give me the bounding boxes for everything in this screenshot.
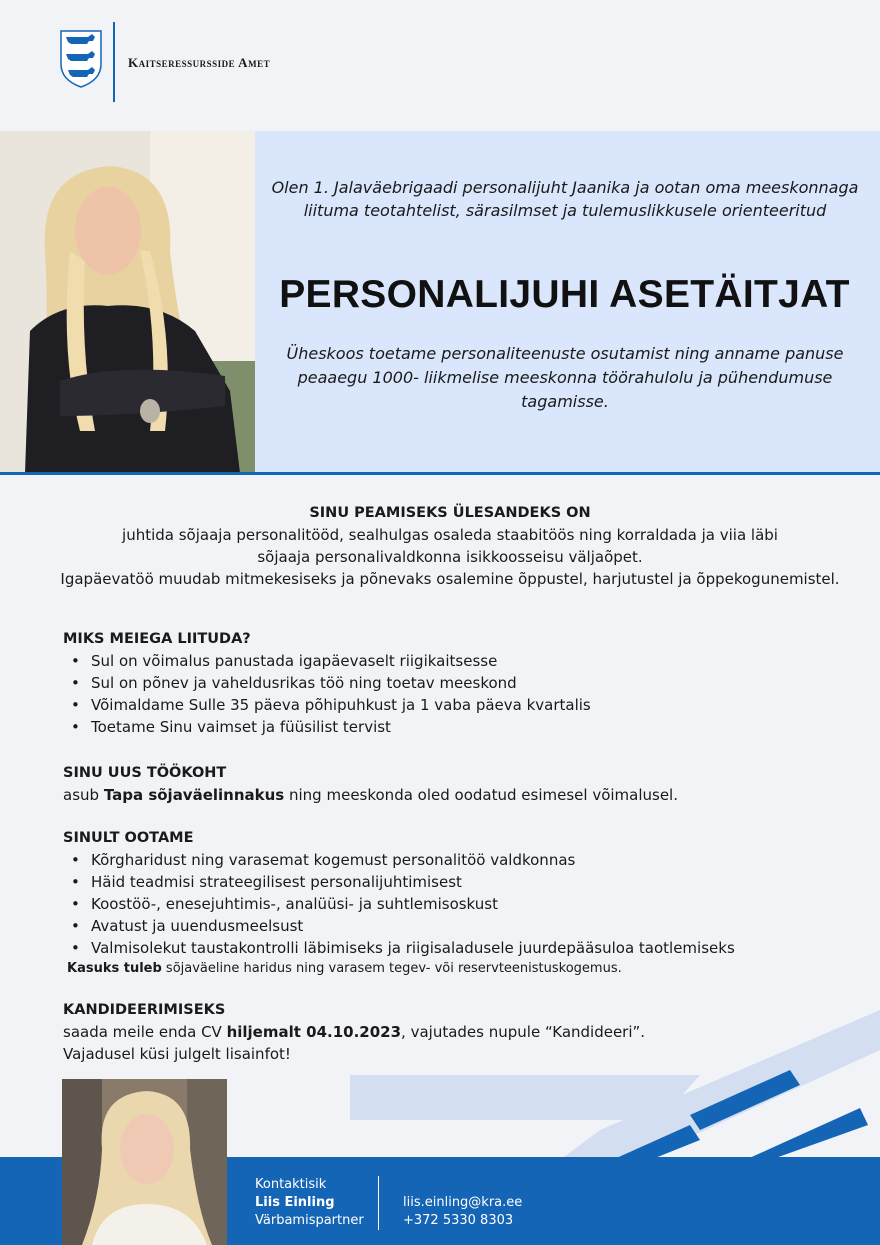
duties-section xyxy=(40,502,860,590)
bonus-label: Kasuks tuleb xyxy=(67,961,162,976)
benefits-list xyxy=(63,650,843,738)
job-title: PERSONALIJUHI ASETÄITJAT xyxy=(279,273,850,316)
hero-intro-text: Olen 1. Jalaväebrigaadi personalijuht Jaanika ja ootan oma meeskonnaga liituma teotahtelist, särasilmset ja tulemuslikkusele orienteeritud xyxy=(271,178,859,220)
header-divider xyxy=(113,22,115,102)
list-item: • Võimaldame Sulle 35 päeva põhipuhkust ja 1 vaba päeva kvartalis xyxy=(91,694,843,716)
list-item: • Sul on võimalus panustada igapäevaselt riigikaitsesse xyxy=(91,650,843,672)
workplace-suffix: ning meeskonda oled oodatud esimesel võimalusel. xyxy=(284,786,678,804)
list-item: • Valmisolekut taustakontrolli läbimiseks ja riigisaladusele juurdepääsuloa taotlemiseks xyxy=(91,937,863,959)
apply-heading: KANDIDEERIMISEKS xyxy=(63,1002,226,1018)
list-item: • Avatust ja uuendusmeelsust xyxy=(91,915,863,937)
list-item: • Sul on põnev ja vaheldusrikas töö ning toetav meeskond xyxy=(91,672,843,694)
contact-email-link[interactable]: liis.einling@kra.ee xyxy=(403,1195,523,1210)
contact-person-photo xyxy=(62,1079,227,1245)
workplace-prefix: asub xyxy=(63,786,104,804)
apply-suffix: , vajutades nupule “Kandideeri”. xyxy=(401,1023,646,1041)
coat-of-arms-logo xyxy=(60,30,102,92)
apply-text xyxy=(63,1021,843,1043)
contact-details xyxy=(403,1194,522,1230)
duties-heading: SINU PEAMISEKS ÜLESANDEKS ON xyxy=(309,505,591,521)
requirements-list xyxy=(63,849,863,959)
requirements-section xyxy=(63,827,863,959)
contact-role: Värbamispartner xyxy=(255,1213,364,1228)
workplace-text xyxy=(63,784,843,806)
list-item: • Häid teadmisi strateegilisest personalijuhtimisest xyxy=(91,871,863,893)
hero-description: Üheskoos toetame personaliteenuste osutamist ning anname panuse peaaegu 1000- liikmelise meeskonna töörahulolu ja pühendumuse tagamisse. xyxy=(286,344,844,411)
apply-deadline: hiljemalt 04.10.2023 xyxy=(226,1023,402,1041)
duties-text: juhtida sõjaaja personalitööd, sealhulgas osaleda staabitöös ning korraldada ja viia läbi sõjaaja personalivaldkonna isikkoosseisu väljaõpet. xyxy=(122,526,778,566)
contact-person xyxy=(255,1176,364,1230)
contact-label: Kontaktisik xyxy=(255,1177,327,1192)
list-item: • Toetame Sinu vaimset ja füüsilist tervist xyxy=(91,716,843,738)
list-item: • Kõrgharidust ning varasemat kogemust personalitöö valdkonnas xyxy=(91,849,863,871)
workplace-heading: SINU UUS TÖÖKOHT xyxy=(63,765,227,781)
contact-name: Liis Einling xyxy=(255,1195,335,1210)
hero-underline xyxy=(0,472,880,475)
duties-text-2: Igapäevatöö muudab mitmekesiseks ja põnevaks osalemine õppustel, harjutustel ja õppekogunemistel. xyxy=(60,570,840,588)
bonus-text: sõjaväeline haridus ning varasem tegev- või reservteenistuskogemus. xyxy=(161,961,622,976)
why-join-section xyxy=(63,628,843,738)
apply-section xyxy=(63,999,843,1065)
apply-prefix: saada meile enda CV xyxy=(63,1023,227,1041)
lions-shield-icon xyxy=(60,30,102,88)
contact-phone-link[interactable]: +372 5330 8303 xyxy=(403,1213,514,1228)
requirements-heading: SINULT OOTAME xyxy=(63,830,194,846)
workplace-location: Tapa sõjaväelinnakus xyxy=(103,786,285,804)
bonus-note xyxy=(67,961,622,976)
hiring-manager-photo xyxy=(0,131,255,473)
contact-divider xyxy=(378,1176,379,1230)
workplace-section xyxy=(63,762,843,806)
list-item: • Koostöö-, enesejuhtimis-, analüüsi- ja suhtlemisoskust xyxy=(91,893,863,915)
organization-name: Kaitseressursside Amet xyxy=(128,55,271,70)
why-join-heading: MIKS MEIEGA LIITUDA? xyxy=(63,631,251,647)
apply-note: Vajadusel küsi julgelt lisainfot! xyxy=(63,1045,291,1063)
